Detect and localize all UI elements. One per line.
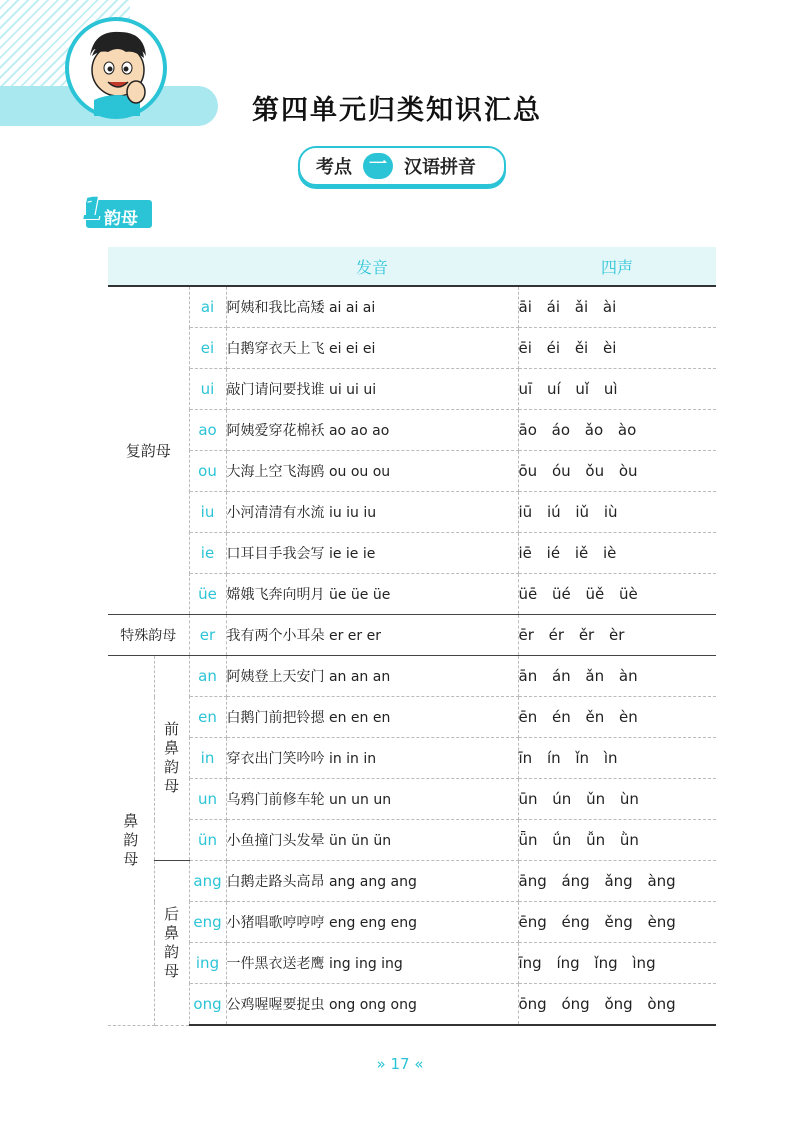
header-blank (108, 247, 226, 286)
finals-table (108, 247, 716, 1026)
tones-cell: āo áo ǎo ào (518, 410, 716, 451)
table-row (108, 286, 716, 328)
topic-prefix: 考点 (316, 157, 352, 178)
rhyme-cell (226, 328, 518, 369)
header-tones: 四声 (518, 247, 716, 286)
tones-cell: ēn én ěn èn (518, 697, 716, 738)
topic-number: 一 (363, 153, 393, 179)
table-row (108, 328, 716, 369)
rhyme-cell (226, 738, 518, 779)
final-symbol: ong (189, 984, 226, 1026)
page-number-text: 17 (390, 1055, 410, 1073)
rhyme-cell (226, 410, 518, 451)
rhyme-pinyin: er er er (328, 628, 381, 644)
group-front-nasal: 前 鼻 韵 母 (154, 656, 189, 861)
tones-cell: ēng éng ěng èng (518, 902, 716, 943)
rhyme-cell (226, 943, 518, 984)
rhyme-text: 阿姨爱穿花棉袄 (226, 423, 325, 439)
topic-banner (298, 146, 506, 186)
final-symbol: eng (189, 902, 226, 943)
table-row (108, 738, 716, 779)
rhyme-cell (226, 984, 518, 1026)
group-special: 特殊韵母 (108, 615, 189, 656)
tones-cell: ēr ér ěr èr (518, 615, 716, 656)
topic-name: 汉语拼音 (404, 157, 476, 178)
rhyme-pinyin: ie ie ie (328, 546, 376, 562)
page-number (372, 1055, 428, 1073)
final-symbol: üe (189, 574, 226, 615)
group-compound: 复韵母 (108, 286, 189, 615)
rhyme-cell (226, 697, 518, 738)
rhyme-pinyin: ang ang ang (328, 874, 417, 890)
rhyme-text: 穿衣出门笑吟吟 (226, 751, 325, 767)
rhyme-text: 口耳目手我会写 (226, 546, 325, 562)
final-symbol: ei (189, 328, 226, 369)
rhyme-text: 敲门请问要找谁 (226, 382, 325, 398)
table-row (108, 492, 716, 533)
tones-cell: āi ái ǎi ài (518, 286, 716, 328)
table-row (108, 943, 716, 984)
rhyme-pinyin: ai ai ai (328, 300, 376, 316)
rhyme-text: 阿姨和我比高矮 (226, 300, 325, 316)
tones-cell: ān án ǎn àn (518, 656, 716, 697)
table-row (108, 369, 716, 410)
final-symbol: un (189, 779, 226, 820)
rhyme-pinyin: ou ou ou (328, 464, 391, 480)
table-row (108, 656, 716, 697)
rhyme-text: 小河清清有水流 (226, 505, 325, 521)
rhyme-cell (226, 615, 518, 656)
table-row (108, 533, 716, 574)
rhyme-pinyin: ün ün ün (328, 833, 392, 849)
final-symbol: ie (189, 533, 226, 574)
rhyme-cell (226, 902, 518, 943)
final-symbol: ao (189, 410, 226, 451)
final-symbol: ang (189, 861, 226, 902)
rhyme-pinyin: ei ei ei (328, 341, 376, 357)
rhyme-pinyin: iu iu iu (328, 505, 377, 521)
rhyme-pinyin: üe üe üe (328, 587, 391, 603)
final-symbol: ui (189, 369, 226, 410)
rhyme-pinyin: an an an (328, 669, 391, 685)
final-symbol: en (189, 697, 226, 738)
page-left-arrow-icon: » (376, 1055, 386, 1073)
tones-cell: ōu óu ǒu òu (518, 451, 716, 492)
table-header-row (108, 247, 716, 286)
tones-cell: iē ié iě iè (518, 533, 716, 574)
rhyme-cell (226, 492, 518, 533)
rhyme-cell (226, 369, 518, 410)
group-back-nasal: 后 鼻 韵 母 (154, 861, 189, 1026)
table-body (108, 286, 716, 1025)
rhyme-pinyin: en en en (328, 710, 391, 726)
table-row (108, 902, 716, 943)
table-row (108, 697, 716, 738)
rhyme-pinyin: un un un (328, 792, 392, 808)
rhyme-text: 小猪唱歌哼哼哼 (226, 915, 325, 931)
final-symbol: an (189, 656, 226, 697)
tones-cell: ūn ún ǔn ùn (518, 779, 716, 820)
rhyme-text: 我有两个小耳朵 (226, 628, 325, 644)
rhyme-cell (226, 861, 518, 902)
final-symbol: er (189, 615, 226, 656)
table-row (108, 410, 716, 451)
table-row (108, 615, 716, 656)
final-symbol: ün (189, 820, 226, 861)
rhyme-cell (226, 574, 518, 615)
table-row (108, 574, 716, 615)
table-row (108, 451, 716, 492)
table-row (108, 861, 716, 902)
table-row (108, 984, 716, 1026)
tones-cell: āng áng ǎng àng (518, 861, 716, 902)
rhyme-pinyin: ing ing ing (328, 956, 403, 972)
final-symbol: iu (189, 492, 226, 533)
rhyme-text: 一件黑衣送老鹰 (226, 956, 325, 972)
rhyme-pinyin: ao ao ao (328, 423, 390, 439)
page-title: 第四单元归类知识汇总 (252, 95, 542, 126)
final-symbol: ing (189, 943, 226, 984)
rhyme-cell (226, 451, 518, 492)
tones-cell: īng íng ǐng ìng (518, 943, 716, 984)
tones-cell: ēi éi ěi èi (518, 328, 716, 369)
mascot-boy-illustration (64, 16, 168, 120)
tones-cell: ǖn ǘn ǚn ǜn (518, 820, 716, 861)
section-label: 韵母 (104, 209, 138, 229)
rhyme-cell (226, 286, 518, 328)
table-row (108, 820, 716, 861)
rhyme-pinyin: eng eng eng (328, 915, 417, 931)
rhyme-text: 大海上空飞海鸥 (226, 464, 325, 480)
table-row (108, 779, 716, 820)
tones-cell: uī uí uǐ uì (518, 369, 716, 410)
rhyme-cell (226, 779, 518, 820)
rhyme-pinyin: ui ui ui (328, 382, 377, 398)
tones-cell: iū iú iǔ iù (518, 492, 716, 533)
rhyme-text: 公鸡喔喔要捉虫 (226, 997, 325, 1013)
group-nasal: 鼻 韵 母 (108, 656, 154, 1026)
rhyme-text: 白鹅门前把铃摁 (226, 710, 325, 726)
rhyme-text: 乌鸦门前修车轮 (226, 792, 325, 808)
rhyme-pinyin: ong ong ong (328, 997, 417, 1013)
final-symbol: ai (189, 286, 226, 328)
rhyme-text: 嫦娥飞奔向明月 (226, 587, 325, 603)
tones-cell: üē üé üě üè (518, 574, 716, 615)
rhyme-cell (226, 533, 518, 574)
rhyme-text: 阿姨登上天安门 (226, 669, 325, 685)
header-pronunciation: 发音 (226, 247, 518, 286)
tones-cell: īn ín ǐn ìn (518, 738, 716, 779)
rhyme-text: 白鹅穿衣天上飞 (226, 341, 325, 357)
rhyme-cell (226, 656, 518, 697)
section-number: 1 (82, 192, 103, 227)
rhyme-pinyin: in in in (328, 751, 377, 767)
final-symbol: in (189, 738, 226, 779)
page-right-arrow-icon: « (414, 1055, 424, 1073)
rhyme-text: 白鹅走路头高昂 (226, 874, 325, 890)
rhyme-text: 小鱼撞门头发晕 (226, 833, 325, 849)
tones-cell: ōng óng ǒng òng (518, 984, 716, 1026)
final-symbol: ou (189, 451, 226, 492)
rhyme-cell (226, 820, 518, 861)
